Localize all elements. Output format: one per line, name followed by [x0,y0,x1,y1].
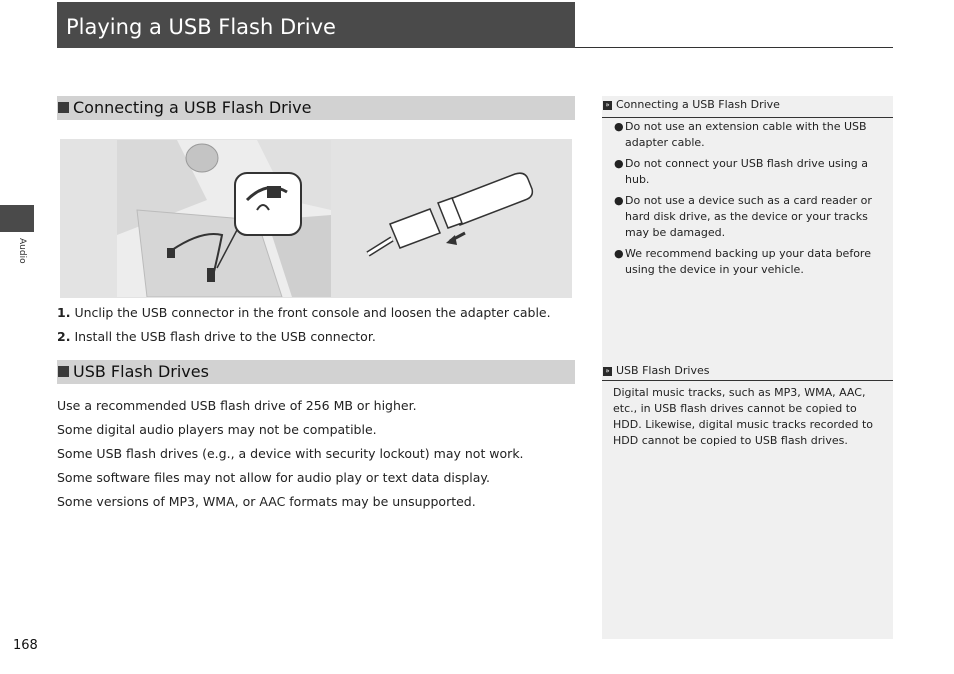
section-heading-label: Connecting a USB Flash Drive [73,98,312,117]
console-drawing [117,140,331,297]
note-bullet: ● Do not connect your USB flash drive using a hub. [614,157,869,186]
square-bullet-icon [58,366,69,377]
usb-connection-illustration [60,139,572,298]
drives-paragraph: Use a recommended USB flash drive of 256 MB or higher. [57,398,417,413]
reference-arrow-icon: » [603,367,612,376]
drives-paragraph: Some versions of MP3, WMA, or AAC formats may be unsupported. [57,494,476,509]
title-rule [575,47,893,48]
section-heading-label: USB Flash Drives [73,362,209,381]
note-bullet: ● Do not use a device such as a card reader or hard disk drive, as the device or your tracks may be damaged. [614,194,872,239]
page-number: 168 [13,638,38,653]
note-rule [602,380,893,381]
drives-paragraph: Some software files may not allow for audio play or text data display. [57,470,491,485]
note-paragraph: Digital music tracks, such as MP3, WMA, AAC, etc., in USB flash drives cannot be copied to HDD. Likewise, digital music tracks recorded to HDD cannot be copied to USB flash drives. [613,386,874,447]
section-heading-connecting [57,96,575,120]
note-bullet: ● We recommend backing up your data before using the device in your vehicle. [614,247,871,276]
console-photo [117,140,331,297]
side-tab-label: Audio [17,238,27,264]
drives-paragraph: Some USB flash drives (e.g., a device with security lockout) may not work. [57,446,524,461]
side-tab [0,205,34,232]
square-bullet-icon [58,102,69,113]
step-2: 2. Install the USB flash drive to the USB connector. [57,329,376,344]
note-heading-label: Connecting a USB Flash Drive [616,98,780,111]
page-title-bar [57,2,575,48]
reference-arrow-icon: » [603,101,612,110]
step-1: 1. Unclip the USB connector in the front console and loosen the adapter cable. [57,305,551,320]
note-heading-label: USB Flash Drives [616,364,710,377]
note-rule [602,117,893,118]
drives-paragraph: Some digital audio players may not be compatible. [57,422,377,437]
usb-drive-drawing [360,159,560,269]
note-bullet: ● Do not use an extension cable with the USB adapter cable. [614,120,867,149]
note-heading-connecting [602,97,893,117]
page-title: Playing a USB Flash Drive [66,15,336,39]
section-heading-drives [57,360,575,384]
